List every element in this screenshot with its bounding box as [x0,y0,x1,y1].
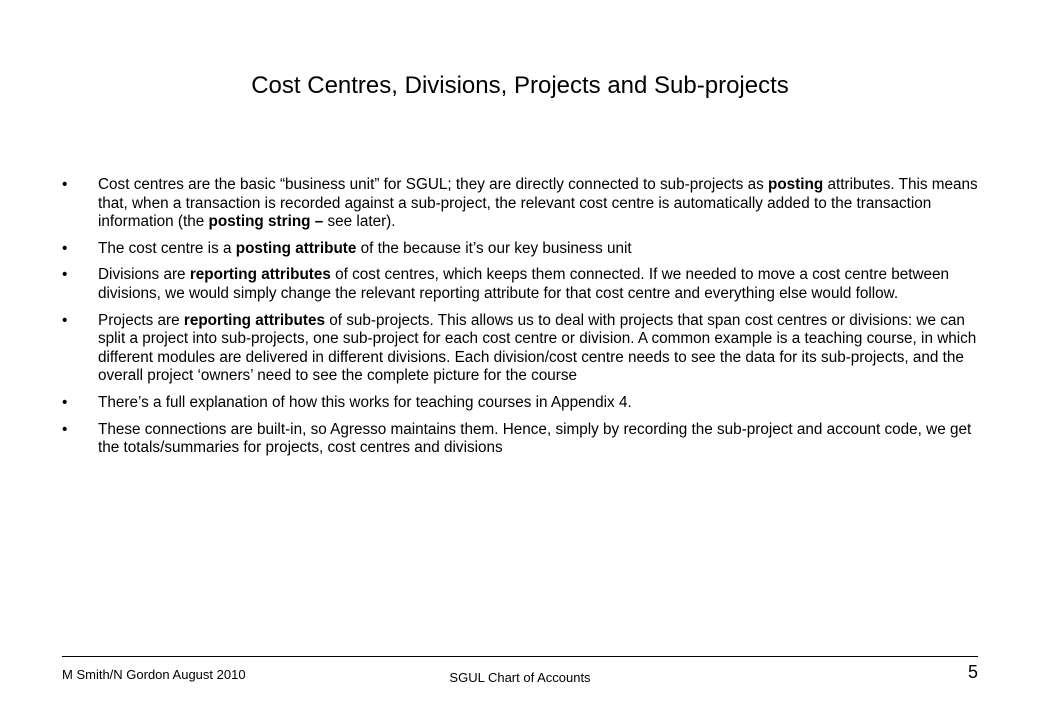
bullet-dot: • [62,393,68,411]
bullet-list [62,176,982,466]
bullet-text: The cost centre is a posting attribute of the because it’s our key business unit [98,239,632,257]
bullet-dot: • [62,176,68,193]
footer-divider [62,656,978,657]
bullet-dot: • [62,311,68,329]
footer-document-name: SGUL Chart of Accounts [449,670,591,685]
bullet-item [62,176,982,232]
bullet-dot: • [62,266,68,284]
bullet-text: Divisions are reporting attributes of cost centres, which keeps them connected. If we needed to move a cost centre between divisions, we would simply change the relevant reporting attribute for that cost centre and everything else would follow. [98,266,950,302]
bullet-item [62,240,982,259]
bullet-text: These connections are built-in, so Agresso maintains them. Hence, simply by recording the sub-project and account code, we get the totals/summaries for projects, cost centres and divisions [98,420,972,457]
page-number: 5 [967,662,978,682]
bullet-item [62,421,982,458]
bullet-dot: • [62,420,68,438]
bullet-dot: • [62,239,68,257]
bullet-item [62,394,982,413]
bullet-text: Projects are reporting attributes of sub-projects. This allows us to deal with projects that span cost centres or divisions: we can split a project into sub-projects, one sub-project for each cost centre or division. A common example is a teaching course, in which different modules are delivered in different divisions. Each division/cost centre needs to see the data for its sub-projects, and the overall project ‘owners’ need to see the complete picture for the course [98,311,977,385]
slide-title: Cost Centres, Divisions, Projects and Sub-projects [251,72,789,99]
bullet-text: There’s a full explanation of how this works for teaching courses in Appendix 4. [98,393,632,411]
bullet-text: Cost centres are the basic “business unit” for SGUL; they are directly connected to sub-projects as posting attributes. This means that, when a transaction is recorded against a sub-project, the relevant cost centre is automatically added to the transaction information (the posting string – see later). [98,176,978,231]
footer-author-date: M Smith/N Gordon August 2010 [62,667,246,682]
bullet-item [62,312,982,386]
bullet-item [62,266,982,303]
